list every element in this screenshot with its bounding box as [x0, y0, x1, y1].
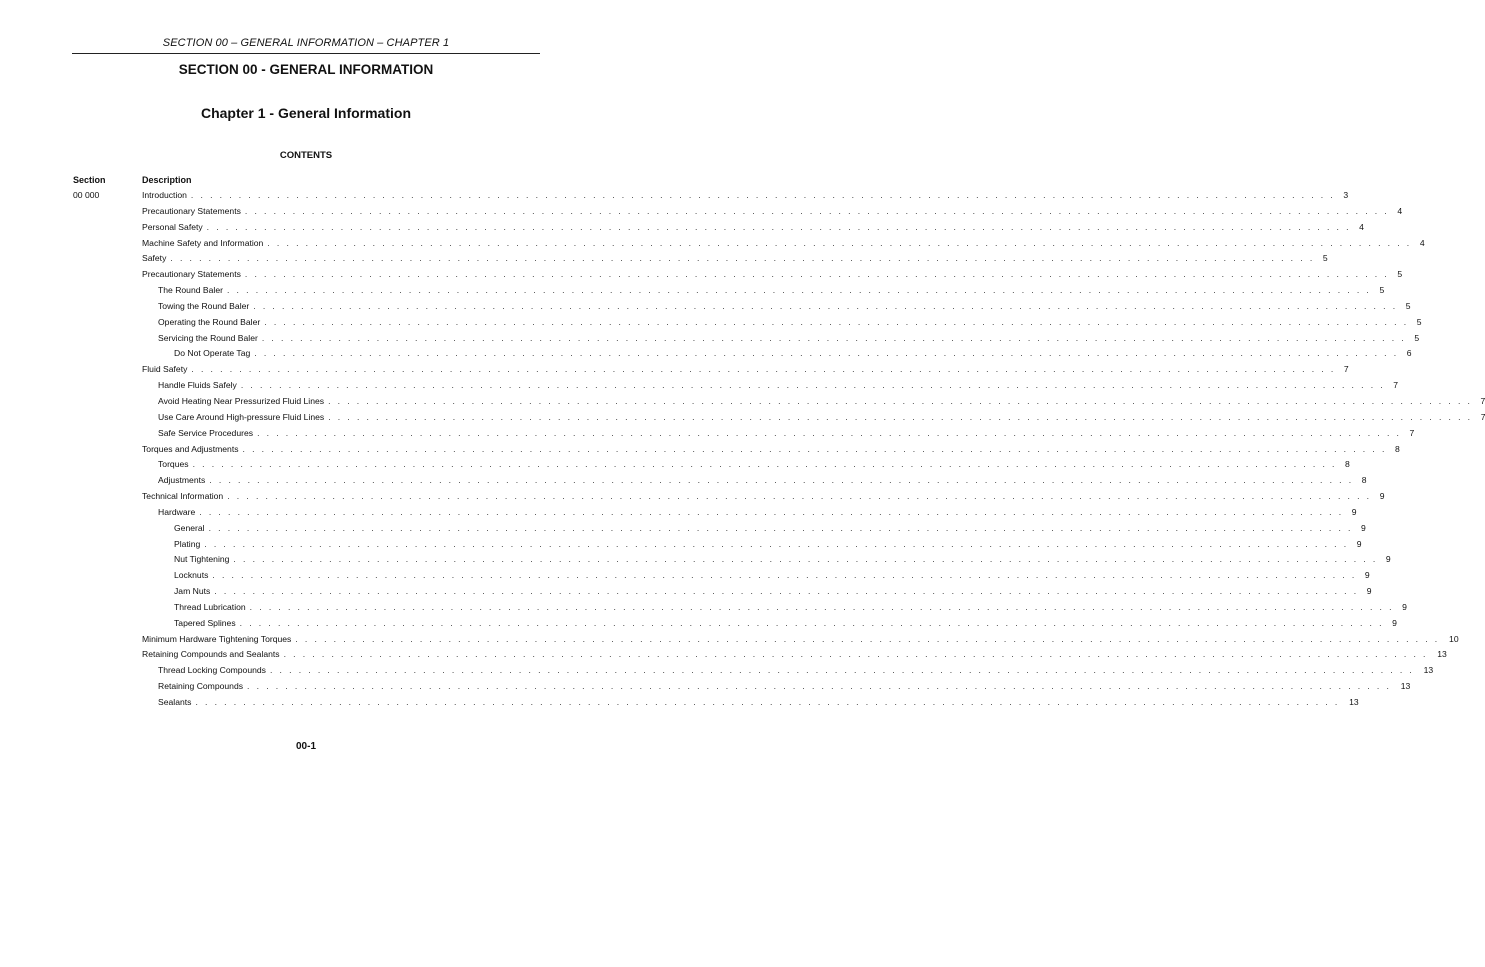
dot-leader: . . . . . . . . . . . . . . . . . . . . . . . . . . . . . . . . . . . . . . . . . . . . . . . . . . . . . . . . . . . . . . . . . . . . . . . . . . . . . . . . . . . . . . . . . . . . . . . . . . . . . . . . . . . . . . . . . . . . . . . .	[328, 395, 1473, 406]
toc-row	[0, 204, 1403, 220]
dot-leader: . . . . . . . . . . . . . . . . . . . . . . . . . . . . . . . . . . . . . . . . . . . . . . . . . . . . . . . . . . . . . . . . . . . . . . . . . . . . . . . . . . . . . . . . . . . . . . . . . . . . . . . . . . . . . . . . . . . . . . . .	[261, 332, 1407, 343]
toc-entry-title: Plating	[174, 537, 204, 553]
description-column-header: Description	[142, 175, 192, 185]
toc-entry-title: Safe Service Procedures	[158, 426, 257, 442]
toc-entry-title: Sealants	[158, 695, 195, 711]
toc-entry	[174, 616, 1397, 632]
toc-row	[0, 695, 1359, 711]
toc-entry	[174, 584, 1372, 600]
toc-entry-title: Handle Fluids Safely	[158, 378, 241, 394]
toc-page-number: 13	[1437, 649, 1447, 660]
toc-entry	[158, 331, 1420, 347]
toc-page-number: 13	[1349, 697, 1359, 707]
toc-row	[0, 362, 1349, 378]
dot-leader: . . . . . . . . . . . . . . . . . . . . . . . . . . . . . . . . . . . . . . . . . . . . . . . . . . . . . . . . . . . . . . . . . . . . . . . . . . . . . . . . . . . . . . . . . . . . . . . . . . . . . . . . . . . . . . . . . . . . . . . .	[247, 681, 1392, 692]
toc-row	[0, 552, 1391, 568]
toc-page-number: 9	[1364, 570, 1370, 581]
dot-leader: . . . . . . . . . . . . . . . . . . . . . . . . . . . . . . . . . . . . . . . . . . . . . . . . . . . . . . . . . . . . . . . . . . . . . . . . . . . . . . . . . . . . . . . . . . . . . . . . . . . . . . . . . . . . . . . . . . . . . . . .	[199, 506, 1344, 517]
toc-entry	[158, 378, 1399, 394]
toc-entry	[158, 457, 1350, 473]
toc-row	[0, 378, 1399, 394]
toc-entry	[142, 204, 1403, 220]
dot-leader: . . . . . . . . . . . . . . . . . . . . . . . . . . . . . . . . . . . . . . . . . . . . . . . . . . . . . . . . . . . . . . . . . . . . . . . . . . . . . . . . . . . . . . . . . . . . . . . . . . . . . . . . . . . . . . . . . . . . . . . .	[253, 300, 1398, 311]
toc-row	[0, 473, 1367, 489]
toc-row	[0, 647, 1447, 663]
toc-entry	[158, 505, 1357, 521]
dot-leader: . . . . . . . . . . . . . . . . . . . . . . . . . . . . . . . . . . . . . . . . . . . . . . . . . . . . . . . . . . . . . . . . . . . . . . . . . . . . . . . . . . . . . . . . . . . . . . . . . . . . . . . . . . . . . . . . . . . . . . . .	[328, 411, 1473, 422]
running-head: SECTION 00 – GENERAL INFORMATION – CHAPTER 1	[162, 37, 450, 49]
dot-leader: . . . . . . . . . . . . . . . . . . . . . . . . . . . . . . . . . . . . . . . . . . . . . . . . . . . . . . . . . . . . . . . . . . . . . . . . . . . . . . . . . . . . . . . . . . . . . . . . . . . . . . . . . . . . . . . . . . . . . . . .	[170, 253, 1315, 264]
toc-row	[0, 632, 1459, 648]
dot-leader: . . . . . . . . . . . . . . . . . . . . . . . . . . . . . . . . . . . . . . . . . . . . . . . . . . . . . . . . . . . . . . . . . . . . . . . . . . . . . . . . . . . . . . . . . . . . . . . . . . . . . . . . . . . . . . . . . . . . . . . .	[195, 697, 1340, 707]
toc-row	[0, 442, 1400, 458]
toc-page-number: 4	[1397, 205, 1403, 216]
dot-leader: . . . . . . . . . . . . . . . . . . . . . . . . . . . . . . . . . . . . . . . . . . . . . . . . . . . . . . . . . . . . . . . . . . . . . . . . . . . . . . . . . . . . . . . . . . . . . . . . . . . . . . . . . . . . . . . . . . . . . . . .	[204, 538, 1349, 549]
dot-leader: . . . . . . . . . . . . . . . . . . . . . . . . . . . . . . . . . . . . . . . . . . . . . . . . . . . . . . . . . . . . . . . . . . . . . . . . . . . . . . . . . . . . . . . . . . . . . . . . . . . . . . . . . . . . . . . . . . . . . . . .	[212, 570, 1357, 581]
toc-entry-title: Hardware	[158, 505, 199, 521]
toc-entry	[142, 251, 1328, 267]
section-column-header: Section	[73, 175, 106, 185]
toc-entry-title: Towing the Round Baler	[158, 299, 253, 315]
toc-entry	[174, 552, 1391, 568]
toc-row	[0, 315, 1422, 331]
toc-entry	[142, 647, 1447, 663]
toc-entry	[174, 537, 1362, 553]
toc-entry-title: Retaining Compounds and Sealants	[142, 647, 284, 663]
dot-leader: . . . . . . . . . . . . . . . . . . . . . . . . . . . . . . . . . . . . . . . . . . . . . . . . . . . . . . . . . . . . . . . . . . . . . . . . . . . . . . . . . . . . . . . . . . . . . . . . . . . . . . . . . . . . . . . . . . . . . . . .	[239, 617, 1384, 628]
dot-leader: . . . . . . . . . . . . . . . . . . . . . . . . . . . . . . . . . . . . . . . . . . . . . . . . . . . . . . . . . . . . . . . . . . . . . . . . . . . . . . . . . . . . . . . . . . . . . . . . . . . . . . . . . . . . . . . . . . . . . . . .	[295, 633, 1440, 644]
toc-page-number: 7	[1343, 364, 1349, 375]
toc-row	[0, 679, 1411, 695]
dot-leader: . . . . . . . . . . . . . . . . . . . . . . . . . . . . . . . . . . . . . . . . . . . . . . . . . . . . . . . . . . . . . . . . . . . . . . . . . . . . . . . . . . . . . . . . . . . . . . . . . . . . . . . . . . . . . . . . . . . . . . . .	[257, 427, 1402, 438]
toc-row	[0, 426, 1415, 442]
toc-entry	[158, 299, 1411, 315]
toc-page-number: 7	[1393, 380, 1399, 391]
toc-entry	[142, 362, 1349, 378]
dot-leader: . . . . . . . . . . . . . . . . . . . . . . . . . . . . . . . . . . . . . . . . . . . . . . . . . . . . . . . . . . . . . . . . . . . . . . . . . . . . . . . . . . . . . . . . . . . . . . . . . . . . . . . . . . . . . . . . . . . . . . . .	[209, 475, 1354, 486]
toc-entry-title: Nut Tightening	[174, 552, 233, 568]
toc-row	[0, 267, 1403, 283]
toc-page-number: 5	[1397, 269, 1403, 280]
toc-row	[0, 584, 1372, 600]
toc-entry-title: Servicing the Round Baler	[158, 331, 262, 347]
toc-entry	[158, 283, 1385, 299]
dot-leader: . . . . . . . . . . . . . . . . . . . . . . . . . . . . . . . . . . . . . . . . . . . . . . . . . . . . . . . . . . . . . . . . . . . . . . . . . . . . . . . . . . . . . . . . . . . . . . . . . . . . . . . . . . . . . . . . . . . . . . . .	[267, 237, 1412, 248]
dot-leader: . . . . . . . . . . . . . . . . . . . . . . . . . . . . . . . . . . . . . . . . . . . . . . . . . . . . . . . . . . . . . . . . . . . . . . . . . . . . . . . . . . . . . . . . . . . . . . . . . . . . . . . . . . . . . . . . . . . . . . . .	[254, 348, 1399, 359]
toc-entry-title: Adjustments	[158, 473, 209, 489]
toc-row	[0, 346, 1412, 362]
toc-entry	[142, 442, 1400, 458]
toc-entry	[174, 568, 1370, 584]
dot-leader: . . . . . . . . . . . . . . . . . . . . . . . . . . . . . . . . . . . . . . . . . . . . . . . . . . . . . . . . . . . . . . . . . . . . . . . . . . . . . . . . . . . . . . . . . . . . . . . . . . . . . . . . . . . . . . . . . . . . . . . .	[249, 601, 1394, 612]
dot-leader: . . . . . . . . . . . . . . . . . . . . . . . . . . . . . . . . . . . . . . . . . . . . . . . . . . . . . . . . . . . . . . . . . . . . . . . . . . . . . . . . . . . . . . . . . . . . . . . . . . . . . . . . . . . . . . . . . . . . . . . .	[242, 443, 1387, 454]
toc-page-number: 8	[1394, 443, 1400, 454]
toc-entry	[142, 632, 1459, 648]
toc-entry	[142, 220, 1364, 236]
toc-row	[0, 505, 1357, 521]
toc-entry-title: Locknuts	[174, 568, 212, 584]
toc-entry-title: Technical Information	[142, 489, 227, 505]
dot-leader: . . . . . . . . . . . . . . . . . . . . . . . . . . . . . . . . . . . . . . . . . . . . . . . . . . . . . . . . . . . . . . . . . . . . . . . . . . . . . . . . . . . . . . . . . . . . . . . . . . . . . . . . . . . . . . . . . . . . . . . .	[190, 190, 1336, 200]
dot-leader: . . . . . . . . . . . . . . . . . . . . . . . . . . . . . . . . . . . . . . . . . . . . . . . . . . . . . . . . . . . . . . . . . . . . . . . . . . . . . . . . . . . . . . . . . . . . . . . . . . . . . . . . . . . . . . . . . . . . . . . .	[226, 285, 1372, 296]
toc-page-number: 6	[1406, 348, 1412, 359]
toc-row	[0, 600, 1407, 616]
toc-page-number: 9	[1356, 538, 1362, 549]
toc-page-number: 5	[1405, 300, 1411, 311]
toc-entry	[158, 663, 1434, 679]
dot-leader: . . . . . . . . . . . . . . . . . . . . . . . . . . . . . . . . . . . . . . . . . . . . . . . . . . . . . . . . . . . . . . . . . . . . . . . . . . . . . . . . . . . . . . . . . . . . . . . . . . . . . . . . . . . . . . . . . . . . . . . .	[208, 522, 1353, 533]
dot-leader: . . . . . . . . . . . . . . . . . . . . . . . . . . . . . . . . . . . . . . . . . . . . . . . . . . . . . . . . . . . . . . . . . . . . . . . . . . . . . . . . . . . . . . . . . . . . . . . . . . . . . . . . . . . . . . . . . . . . . . . .	[227, 491, 1372, 502]
toc-page-number: 5	[1414, 332, 1420, 343]
toc-row	[0, 331, 1420, 347]
toc-page-number: 5	[1322, 253, 1328, 264]
toc-page-number: 10	[1449, 633, 1459, 644]
toc-entry-title: General	[174, 521, 209, 537]
toc-page-number: 9	[1379, 491, 1385, 502]
section-title: SECTION 00 - GENERAL INFORMATION	[178, 62, 434, 77]
toc-page-number: 4	[1359, 221, 1364, 232]
toc-entry-title: Personal Safety	[142, 220, 207, 236]
dot-leader: . . . . . . . . . . . . . . . . . . . . . . . . . . . . . . . . . . . . . . . . . . . . . . . . . . . . . . . . . . . . . . . . . . . . . . . . . . . . . . . . . . . . . . . . . . . . . . . . . . . . . . . . . . . . . . . . . . . . . . . .	[192, 459, 1337, 470]
toc-row	[0, 537, 1362, 553]
toc-row	[0, 283, 1385, 299]
toc-entry-title: Use Care Around High-pressure Fluid Lines	[158, 410, 328, 426]
toc-entry-title: Minimum Hardware Tightening Torques	[142, 632, 295, 648]
toc-row	[0, 457, 1350, 473]
contents-title: CONTENTS	[279, 150, 333, 161]
toc-entry-title: Machine Safety and Information	[142, 236, 267, 252]
toc-row	[0, 236, 1425, 252]
toc-entry	[142, 489, 1385, 505]
toc-entry	[174, 521, 1366, 537]
toc-page-number: 9	[1366, 586, 1372, 597]
toc-entry-title: The Round Baler	[158, 283, 227, 299]
toc-page-number: 13	[1400, 681, 1411, 692]
chapter-title: Chapter 1 - General Information	[200, 105, 412, 121]
toc-entry	[158, 394, 1485, 410]
toc-entry	[174, 346, 1412, 362]
dot-leader: . . . . . . . . . . . . . . . . . . . . . . . . . . . . . . . . . . . . . . . . . . . . . . . . . . . . . . . . . . . . . . . . . . . . . . . . . . . . . . . . . . . . . . . . . . . . . . . . . . . . . . . . . . . . . . . . . . . . . . . .	[264, 316, 1409, 327]
toc-page-number: 5	[1416, 316, 1422, 327]
toc-page-number: 9	[1351, 506, 1357, 517]
toc-page-number: 8	[1345, 459, 1350, 470]
toc-page-number: 5	[1379, 285, 1385, 296]
toc-entry-title: Do Not Operate Tag	[174, 346, 254, 362]
dot-leader: . . . . . . . . . . . . . . . . . . . . . . . . . . . . . . . . . . . . . . . . . . . . . . . . . . . . . . . . . . . . . . . . . . . . . . . . . . . . . . . . . . . . . . . . . . . . . . . . . . . . . . . . . . . . . . . . . . . . . . . .	[191, 364, 1336, 375]
toc-row	[0, 489, 1385, 505]
toc-entry-title: Operating the Round Baler	[158, 315, 264, 331]
toc-entry-title: Fluid Safety	[142, 362, 191, 378]
toc-row	[0, 410, 1485, 426]
toc-row	[0, 188, 1349, 204]
toc-entry-title: Thread Lubrication	[174, 600, 250, 616]
toc-page-number: 3	[1343, 190, 1349, 200]
toc-entry-title: Safety	[142, 251, 170, 267]
toc-page-number: 13	[1423, 665, 1434, 676]
toc-entry	[158, 473, 1367, 489]
toc-entry-title: Thread Locking Compounds	[158, 663, 270, 679]
toc-entry-title: Precautionary Statements	[142, 204, 245, 220]
dot-leader: . . . . . . . . . . . . . . . . . . . . . . . . . . . . . . . . . . . . . . . . . . . . . . . . . . . . . . . . . . . . . . . . . . . . . . . . . . . . . . . . . . . . . . . . . . . . . . . . . . . . . . . . . . . . . . . . . . . . . . . .	[244, 205, 1390, 216]
toc-page-number: 9	[1361, 522, 1366, 533]
toc-row	[0, 568, 1370, 584]
toc-entry	[158, 695, 1359, 711]
toc-page-number: 9	[1392, 617, 1397, 628]
toc-row	[0, 251, 1328, 267]
toc-page-number: 7	[1480, 411, 1485, 422]
toc-entry-title: Retaining Compounds	[158, 679, 247, 695]
toc-page-number: 8	[1361, 475, 1367, 486]
toc-entry-title: Avoid Heating Near Pressurized Fluid Lines	[158, 394, 328, 410]
toc-entry-title: Precautionary Statements	[142, 267, 245, 283]
dot-leader: . . . . . . . . . . . . . . . . . . . . . . . . . . . . . . . . . . . . . . . . . . . . . . . . . . . . . . . . . . . . . . . . . . . . . . . . . . . . . . . . . . . . . . . . . . . . . . . . . . . . . . . . . . . . . . . . . . . . . . . .	[283, 649, 1428, 660]
dot-leader: . . . . . . . . . . . . . . . . . . . . . . . . . . . . . . . . . . . . . . . . . . . . . . . . . . . . . . . . . . . . . . . . . . . . . . . . . . . . . . . . . . . . . . . . . . . . . . . . . . . . . . . . . . . . . . . . . . . . . . . .	[244, 269, 1390, 280]
page-number: 00-1	[295, 741, 316, 752]
toc-entry	[158, 426, 1415, 442]
dot-leader: . . . . . . . . . . . . . . . . . . . . . . . . . . . . . . . . . . . . . . . . . . . . . . . . . . . . . . . . . . . . . . . . . . . . . . . . . . . . . . . . . . . . . . . . . . . . . . . . . . . . . . . . . . . . . . . . . . . . . . . .	[206, 221, 1351, 232]
dot-leader: . . . . . . . . . . . . . . . . . . . . . . . . . . . . . . . . . . . . . . . . . . . . . . . . . . . . . . . . . . . . . . . . . . . . . . . . . . . . . . . . . . . . . . . . . . . . . . . . . . . . . . . . . . . . . . . . . . . . . . . .	[214, 586, 1359, 597]
toc-entry	[142, 236, 1425, 252]
table-of-contents	[0, 188, 1485, 711]
toc-entry-title: Torques and Adjustments	[142, 442, 243, 458]
toc-entry-title: Tapered Splines	[174, 616, 240, 632]
toc-row	[0, 220, 1364, 236]
toc-entry	[142, 267, 1403, 283]
toc-entry	[142, 188, 1349, 204]
toc-page-number: 7	[1409, 427, 1415, 438]
toc-page-number: 4	[1419, 237, 1425, 248]
dot-leader: . . . . . . . . . . . . . . . . . . . . . . . . . . . . . . . . . . . . . . . . . . . . . . . . . . . . . . . . . . . . . . . . . . . . . . . . . . . . . . . . . . . . . . . . . . . . . . . . . . . . . . . . . . . . . . . . . . . . . . . .	[233, 554, 1378, 565]
toc-entry-title: Jam Nuts	[174, 584, 214, 600]
toc-row	[0, 299, 1411, 315]
toc-entry	[158, 410, 1485, 426]
toc-entry	[158, 315, 1422, 331]
toc-entry-title: Torques	[158, 457, 193, 473]
toc-entry	[158, 679, 1411, 695]
toc-page-number: 7	[1480, 395, 1485, 406]
header-rule	[72, 53, 540, 54]
toc-row	[0, 521, 1366, 537]
toc-row	[0, 663, 1434, 679]
toc-entry-title: Introduction	[142, 188, 191, 204]
toc-row	[0, 616, 1397, 632]
dot-leader: . . . . . . . . . . . . . . . . . . . . . . . . . . . . . . . . . . . . . . . . . . . . . . . . . . . . . . . . . . . . . . . . . . . . . . . . . . . . . . . . . . . . . . . . . . . . . . . . . . . . . . . . . . . . . . . . . . . . . . . .	[269, 665, 1415, 676]
section-number: 00 000	[73, 190, 100, 200]
toc-entry	[174, 600, 1407, 616]
dot-leader: . . . . . . . . . . . . . . . . . . . . . . . . . . . . . . . . . . . . . . . . . . . . . . . . . . . . . . . . . . . . . . . . . . . . . . . . . . . . . . . . . . . . . . . . . . . . . . . . . . . . . . . . . . . . . . . . . . . . . . . .	[240, 380, 1386, 391]
toc-row	[0, 394, 1485, 410]
toc-page-number: 9	[1402, 601, 1407, 612]
toc-page-number: 9	[1385, 554, 1391, 565]
